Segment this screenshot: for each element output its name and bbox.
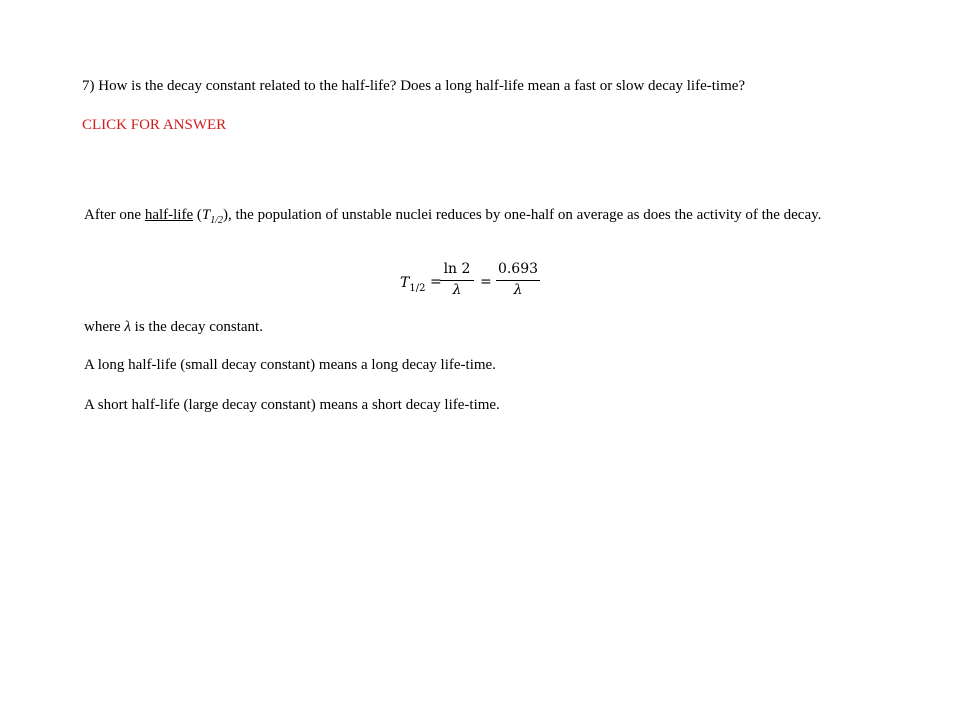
short-half-life-statement: A short half-life (large decay constant) means a short decay life-time. (84, 397, 500, 413)
long-half-life-statement: A long half-life (small decay constant) means a long decay life-time. (84, 357, 496, 373)
fraction-ln2-over-lambda (440, 260, 474, 299)
fraction-2-denominator: λ (513, 282, 523, 298)
question-text: 7) How is the decay constant related to the half-life? Does a long half-life mean a fast or slow decay life-time? (82, 78, 746, 94)
fraction-1-numerator: ln 2 (443, 261, 471, 277)
formula-lhs-subscript: 1/2 (409, 282, 426, 294)
symbol-t: T (201, 207, 211, 223)
symbol-open: ( (193, 207, 202, 223)
formula-equals-1: = (430, 274, 442, 290)
formula-lhs-t: T (400, 275, 410, 291)
where-before: where (84, 319, 125, 335)
half-life-term: half-life (144, 207, 194, 223)
formula-lhs (400, 275, 425, 294)
definition-intro: After one (84, 207, 145, 223)
where-lambda: λ (124, 319, 131, 335)
where-after: is the decay constant. (130, 319, 263, 335)
click-for-answer-link[interactable]: CLICK FOR ANSWER (82, 117, 227, 133)
fraction-1-denominator: λ (452, 282, 462, 298)
fraction-2-numerator: 0.693 (497, 261, 539, 277)
half-life-definition (84, 205, 844, 231)
definition-rest: ), the population of unstable nuclei reduces by one-half on average as does the activity of the decay. (223, 207, 822, 223)
fraction-0693-over-lambda (496, 260, 540, 299)
half-life-symbol (201, 207, 223, 226)
where-lambda-text (84, 319, 263, 336)
formula-equals-2: = (480, 274, 492, 290)
half-life-formula (400, 260, 560, 304)
symbol-subscript: 1/2 (210, 215, 223, 226)
